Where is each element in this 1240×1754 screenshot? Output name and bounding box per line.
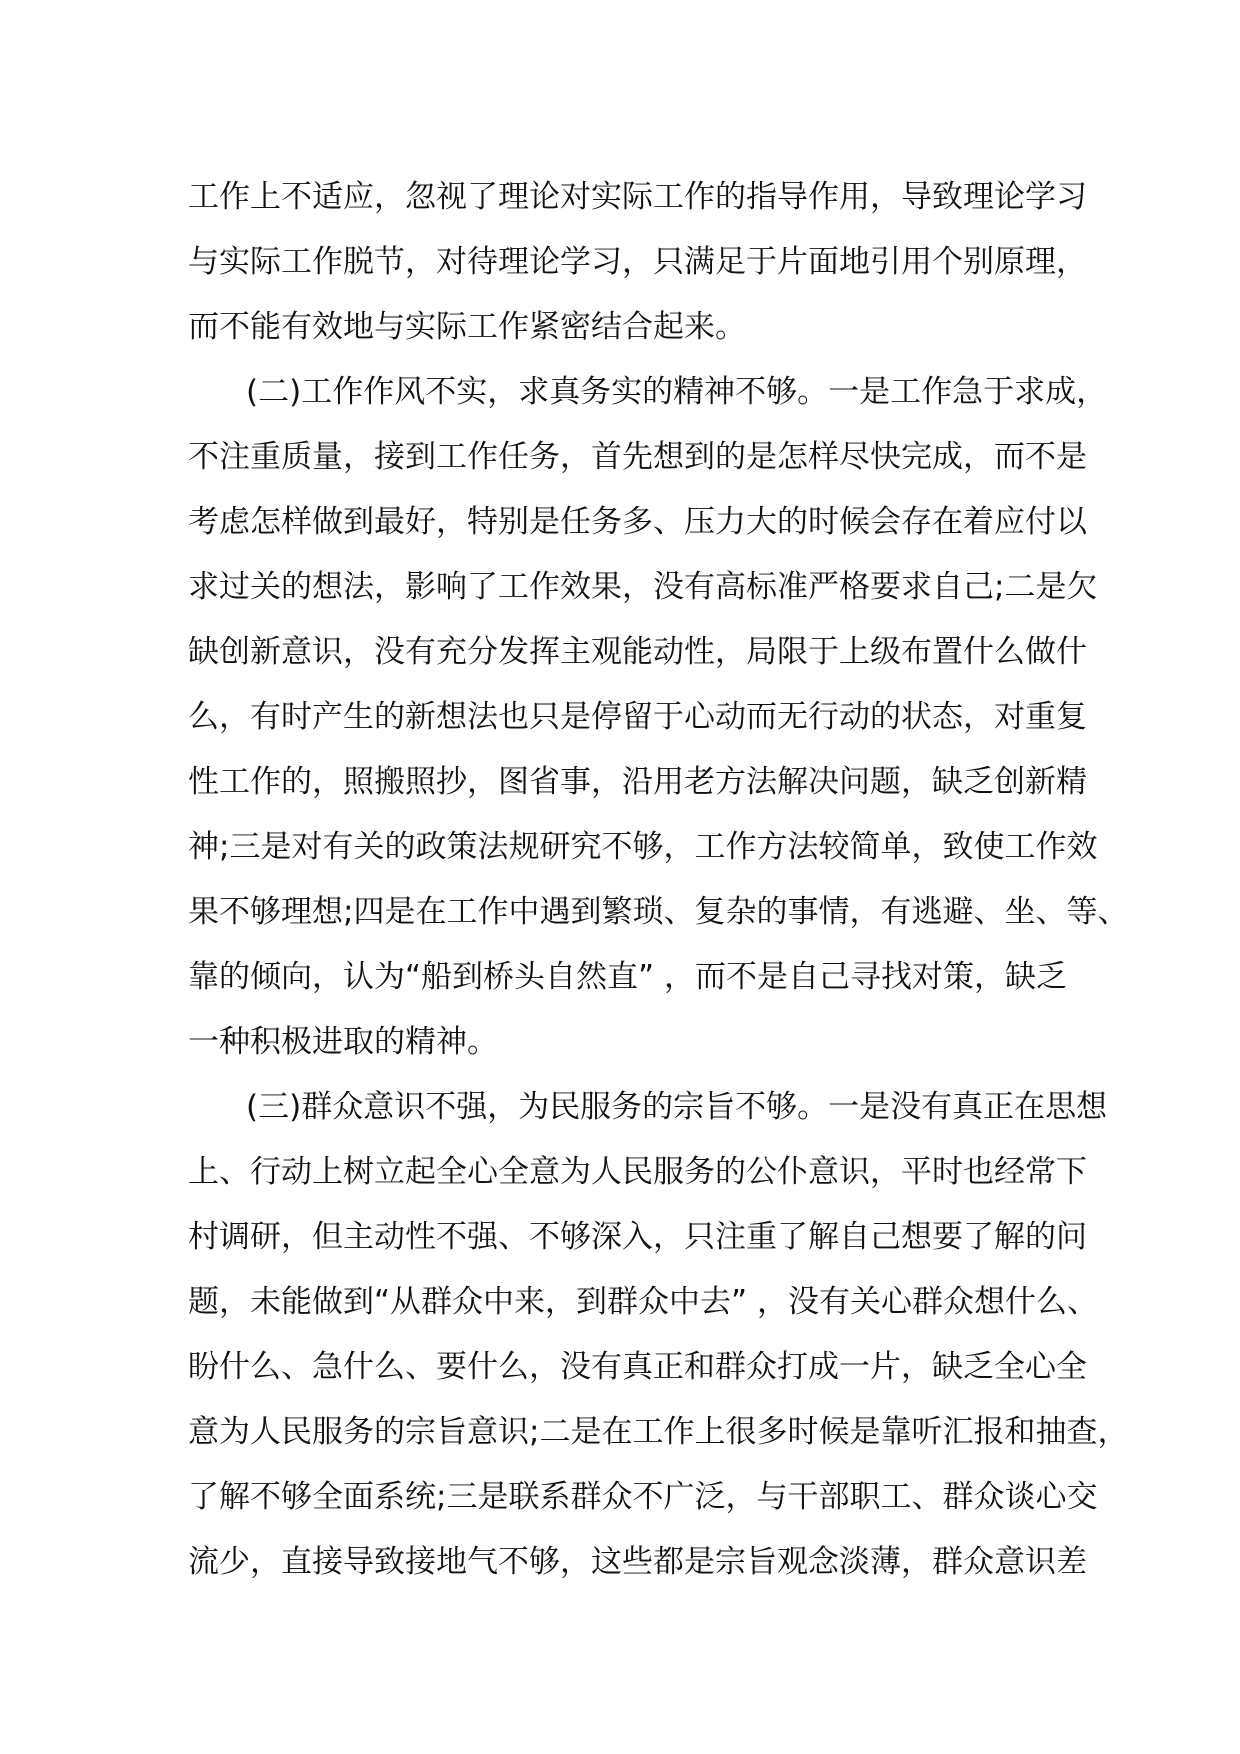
text-line: 考虑怎样做到最好，特别是任务多、压力大的时候会存在着应付以: [188, 504, 1087, 540]
text-line: 村调研，但主动性不强、不够深入，只注重了解自己想要了解的问: [188, 1219, 1087, 1255]
text-line: 题，未能做到“从群众中来，到群众中去” ，没有关心群众想什么、: [188, 1284, 1098, 1320]
text-line: 工作上不适应，忽视了理论对实际工作的指导作用，导致理论学习: [188, 179, 1087, 215]
text-line: 求过关的想法，影响了工作效果，没有高标准严格要求自己;二是欠: [188, 569, 1098, 605]
text-line: 了解不够全面系统;三是联系群众不广泛，与干部职工、群众谈心交: [188, 1479, 1098, 1515]
text-line: 而不能有效地与实际工作紧密结合起来。: [188, 309, 746, 345]
section-heading-line: (三)群众意识不强，为民服务的宗旨不够。一是没有真正在思想: [246, 1089, 1108, 1125]
text-line: 不注重质量，接到工作任务，首先想到的是怎样尽快完成，而不是: [188, 439, 1087, 475]
text-line: 一种积极进取的精神。: [188, 1024, 498, 1060]
text-line: 缺创新意识，没有充分发挥主观能动性，局限于上级布置什么做什: [188, 634, 1087, 670]
text-line: 神;三是对有关的政策法规研究不够，工作方法较简单，致使工作效: [188, 829, 1098, 865]
section-heading-line: (二)工作作风不实，求真务实的精神不够。一是工作急于求成，: [246, 374, 1108, 410]
text-line: 上、行动上树立起全心全意为人民服务的公仆意识，平时也经常下: [188, 1154, 1087, 1190]
text-line: 性工作的，照搬照抄，图省事，沿用老方法解决问题，缺乏创新精: [188, 764, 1087, 800]
text-line: 么，有时产生的新想法也只是停留于心动而无行动的状态，对重复: [188, 699, 1087, 735]
text-line: 靠的倾向，认为“船到桥头自然直” ，而不是自己寻找对策，缺乏: [188, 959, 1067, 995]
text-line: 盼什么、急什么、要什么，没有真正和群众打成一片，缺乏全心全: [188, 1349, 1087, 1385]
document-body: [188, 165, 1129, 1595]
text-line: 与实际工作脱节，对待理论学习，只满足于片面地引用个别原理，: [188, 244, 1087, 280]
text-line: 果不够理想;四是在工作中遇到繁琐、复杂的事情，有逃避、坐、等、: [188, 894, 1129, 930]
text-line: 意为人民服务的宗旨意识;二是在工作上很多时候是靠听汇报和抽查，: [188, 1414, 1129, 1450]
text-line: 流少，直接导致接地气不够，这些都是宗旨观念淡薄，群众意识差: [188, 1544, 1087, 1580]
